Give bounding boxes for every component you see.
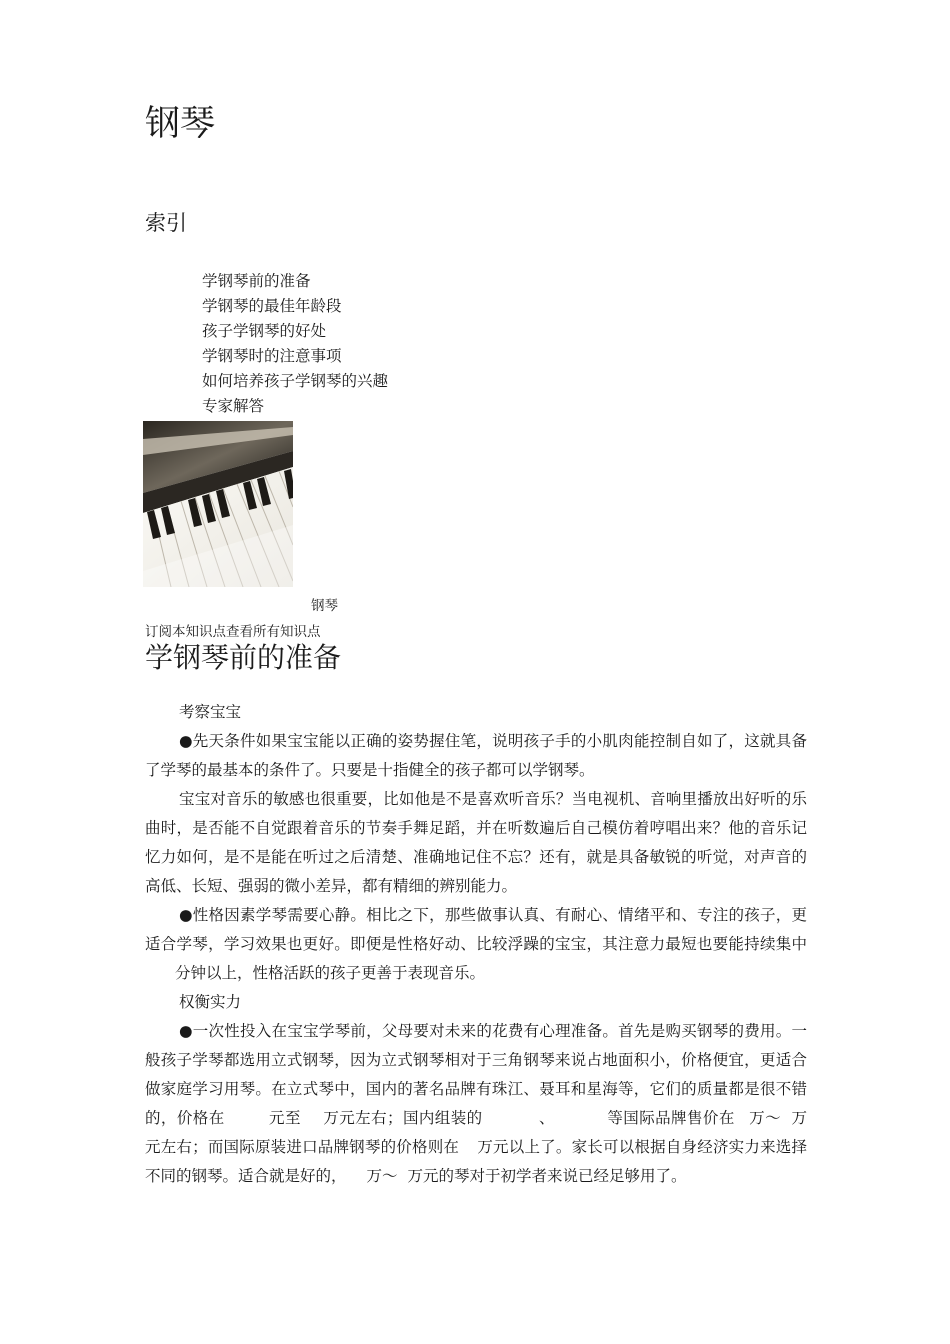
image-caption: 钢琴 xyxy=(311,598,338,614)
subheading-weigh-strength: 权衡实力 xyxy=(179,993,242,1011)
paragraph-investment-part-3: 万元左右；国内组装的 xyxy=(322,1109,483,1127)
piano-keyboard-illustration xyxy=(143,421,293,587)
index-link-best-age[interactable]: 学钢琴的最佳年龄段 xyxy=(202,297,342,315)
paragraph-innate-conditions: ●先天条件如果宝宝能以正确的姿势握住笔，说明孩子手的小肌肉能控制自如了，这就具备了学琴的最基本的条件了。只要是十指健全的孩子都可以学钢琴。 xyxy=(145,732,807,779)
index-list xyxy=(202,269,388,419)
paragraph-personality-part-1: ●性格因素学琴需要心静。相比之下，那些做事认真、有耐心、情绪平和、专注的孩子，更适合学琴，学习效果也更好。即便是性格好动、比较浮躁的宝宝，其注意力最短也要能持续集中 xyxy=(145,906,807,953)
subheading-check-baby: 考察宝宝 xyxy=(179,703,242,721)
paragraph-investment-part-9: 万～ xyxy=(366,1167,398,1185)
index-link-expert-answers[interactable]: 专家解答 xyxy=(202,397,265,415)
paragraph-investment-part-6: 万～ xyxy=(748,1109,782,1127)
paragraph-investment-part-10: 万元的琴对于初学者来说已经足够用了。 xyxy=(407,1167,687,1185)
index-link-benefits[interactable]: 孩子学钢琴的好处 xyxy=(202,322,327,340)
subscribe-link[interactable]: 订阅本知识点查看所有知识点 xyxy=(145,624,321,640)
piano-image xyxy=(143,421,293,587)
page-title: 钢琴 xyxy=(145,104,216,144)
paragraph-investment-part-2: 元至 xyxy=(268,1109,301,1127)
paragraph-one-time-investment xyxy=(145,1017,807,1191)
paragraph-investment-part-4: 、 xyxy=(538,1109,555,1127)
section-heading: 学钢琴前的准备 xyxy=(145,641,342,674)
paragraph-music-sensitivity: 宝宝对音乐的敏感也很重要，比如他是不是喜欢听音乐？当电视机、音响里播放出好听的乐曲时，是否能不自觉跟着音乐的节奏手舞足蹈，并在听数遍后自己模仿着哼唱出来？他的音乐记忆力如何，是不是能在听过之后清楚、准确地记住不忘？还有，就是具备敏锐的听觉，对声音的高低、长短、强弱的微小差异，都有精细的辨别能力。 xyxy=(145,790,807,895)
index-link-preparation[interactable]: 学钢琴前的准备 xyxy=(202,272,311,290)
paragraph-investment-part-5: 等国际品牌售价在 xyxy=(606,1109,735,1127)
paragraph-investment-part-8: 万元以上了。家长可以根据自身经济实力来选择不同的钢琴。适合就是好的， xyxy=(145,1138,807,1185)
paragraph-personality-part-2: 分钟以上，性格活跃的孩子更善于表现音乐。 xyxy=(175,964,486,982)
index-link-interest[interactable]: 如何培养孩子学钢琴的兴趣 xyxy=(202,372,389,390)
paragraph-investment-part-7: 万元左右；而国际原装进口品牌钢琴的价格则在 xyxy=(145,1109,807,1156)
section-body xyxy=(145,698,807,1191)
paragraph-personality xyxy=(145,901,807,988)
index-link-precautions[interactable]: 学钢琴时的注意事项 xyxy=(202,347,342,365)
paragraph-investment-part-1: ●一次性投入在宝宝学琴前，父母要对未来的花费有心理准备。首先是购买钢琴的费用。一般孩子学琴都选用立式钢琴，因为立式钢琴相对于三角钢琴来说占地面积小，价格便宜，更适合做家庭学习用琴。在立式琴中，国内的著名品牌有珠江、聂耳和星海等，它们的质量都是很不错的，价格在 xyxy=(145,1022,807,1127)
index-heading: 索引 xyxy=(145,211,187,235)
